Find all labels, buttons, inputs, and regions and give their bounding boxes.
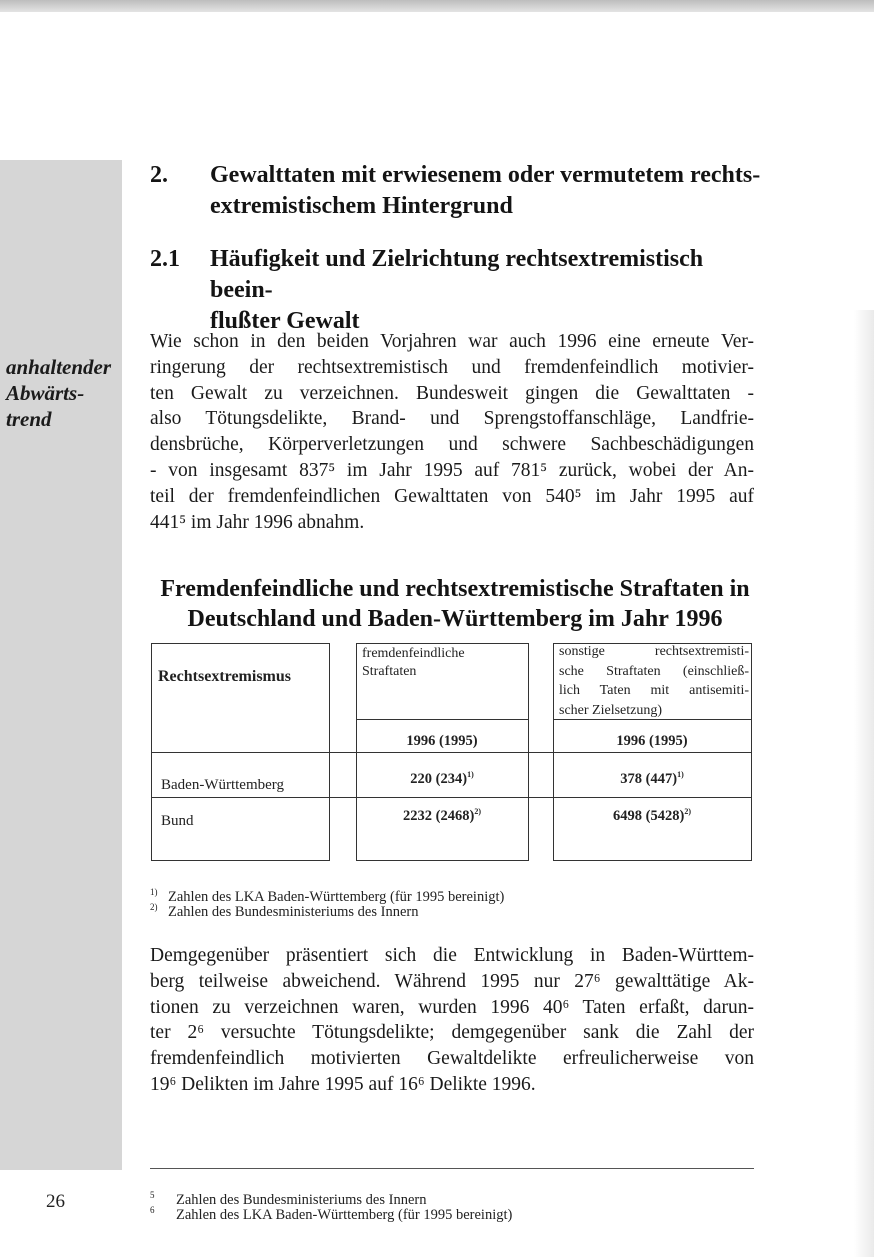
table-header-fremdenfeindlich	[362, 645, 465, 681]
table-header-line: sonstige rechtsextremisti-	[559, 644, 749, 659]
paragraph-line: fremdenfeindlich motivierten Gewaltdelikte erfreulicherweise von	[150, 1048, 754, 1070]
body-paragraph-2	[150, 943, 754, 1098]
paragraph-line: teil der fremdenfeindlichen Gewalttaten von 540⁵ im Jahr 1995 auf	[150, 485, 754, 507]
paragraph-line: berg teilweise abweichend. Während 1995 nur 27⁶ gewalttätige Ak-	[150, 970, 754, 992]
table-note-mark: 1)	[150, 887, 158, 897]
table-note-mark: 1)	[467, 770, 474, 780]
table-value: 2232 (2468)	[403, 808, 475, 824]
table-rule	[151, 752, 752, 753]
table-note-mark: 1)	[677, 770, 684, 780]
table-title-line: Deutschland und Baden-Württemberg im Jahr 1996	[187, 606, 723, 632]
margin-sidebar	[0, 160, 122, 1170]
section-title-line: Gewalttaten mit erwiesenem oder vermutetem rechts-	[210, 162, 761, 188]
table-rule	[151, 797, 752, 798]
footnote-text: Zahlen des LKA Baden-Württemberg (für 1995 bereinigt)	[176, 1206, 513, 1223]
paragraph-line: ten Gewalt zu verzeichnen. Bundesweit gingen die Gewalttaten -	[150, 382, 754, 404]
footnote-mark: 6	[150, 1205, 155, 1215]
section-heading-2-1	[150, 244, 760, 334]
footnote-text: Zahlen des Bundesministeriums des Innern	[176, 1191, 427, 1208]
paragraph-line: also Tötungsdelikte, Brand- und Sprengstoffanschläge, Landfrie-	[150, 408, 754, 430]
paragraph-line: Demgegenüber präsentiert sich die Entwicklung in Baden-Württem-	[150, 945, 754, 966]
table-header-line: fremdenfeindliche	[362, 646, 465, 661]
table-header-line: Straftaten	[362, 664, 417, 679]
section-number: 2.	[150, 162, 168, 188]
table-row-label: Bund	[161, 813, 194, 829]
table-value: 6498 (5428)	[613, 808, 685, 824]
table-header-line: scher Zielsetzung)	[559, 702, 663, 718]
section-title-line: Häufigkeit und Zielrichtung rechtsextremistisch beein-	[210, 246, 704, 303]
footnote	[150, 1203, 512, 1222]
margin-note-line: Abwärts-	[6, 381, 85, 405]
table-header-line: lich Taten mit antisemiti-	[559, 683, 749, 698]
table-cell	[572, 771, 732, 788]
paragraph-line: tionen zu verzeichnen waren, wurden 1996 40⁶ Taten erfaßt, darun-	[150, 996, 754, 1018]
table-note-mark: 2)	[474, 807, 481, 817]
margin-note-line: trend	[6, 407, 52, 431]
table-year-label: 1996 (1995)	[406, 733, 478, 749]
table-cell	[362, 808, 522, 825]
table-cell	[362, 771, 522, 788]
footnote-rule	[150, 1168, 754, 1169]
margin-note-line: anhaltender	[6, 355, 112, 379]
table-title-line: Fremdenfeindliche und rechtsextremistische Straftaten in	[160, 576, 750, 602]
table-note-mark: 2)	[684, 807, 691, 817]
margin-note	[6, 354, 122, 432]
section-heading-2	[150, 160, 760, 222]
table-year-label: 1996 (1995)	[616, 733, 688, 749]
table-cell	[572, 808, 732, 825]
paragraph-line: densbrüche, Körperverletzungen und schwere Sachbeschädigungen	[150, 434, 754, 456]
table-header-line: sche Straftaten (einschließ-	[559, 663, 749, 679]
table-note-text: Zahlen des Bundesministeriums des Innern	[168, 903, 419, 920]
paragraph-line: ringerung der rechtsextremistisch und fremdenfeindlich motivier-	[150, 356, 754, 378]
table-note-mark: 2)	[150, 902, 158, 912]
scan-right-edge	[854, 310, 874, 1257]
section-title-line: flußter Gewalt	[210, 308, 360, 334]
table-value: 220 (234)	[410, 771, 468, 787]
table-value: 378 (447)	[620, 771, 678, 787]
table-header-sonstige	[559, 642, 749, 720]
table-note-text: Zahlen des LKA Baden-Württemberg (für 1995 bereinigt)	[168, 888, 505, 905]
table-header-rechtsextremismus: Rechtsextremismus	[158, 668, 292, 685]
paragraph-line: Wie schon in den beiden Vorjahren war auch 1996 eine erneute Ver-	[150, 331, 754, 352]
section-title-line: extremistischem Hintergrund	[210, 193, 513, 219]
paragraph-line: ter 2⁶ versuchte Tötungsdelikte; demgegenüber sank die Zahl der	[150, 1022, 754, 1044]
body-paragraph-1	[150, 329, 754, 535]
paragraph-line: - von insgesamt 837⁵ im Jahr 1995 auf 781⁵ zurück, wobei der An-	[150, 459, 754, 481]
table-title	[150, 574, 760, 634]
paragraph-line: 19⁶ Delikten im Jahre 1995 auf 16⁶ Delikte 1996.	[150, 1073, 536, 1095]
table-note	[150, 900, 418, 919]
table-rule	[356, 719, 529, 720]
footnote-mark: 5	[150, 1190, 155, 1200]
section-number: 2.1	[150, 246, 180, 272]
scan-top-edge	[0, 0, 874, 12]
paragraph-line: 441⁵ im Jahr 1996 abnahm.	[150, 511, 365, 533]
page-number: 26	[46, 1191, 65, 1212]
table-row-label: Baden-Württemberg	[161, 777, 285, 793]
